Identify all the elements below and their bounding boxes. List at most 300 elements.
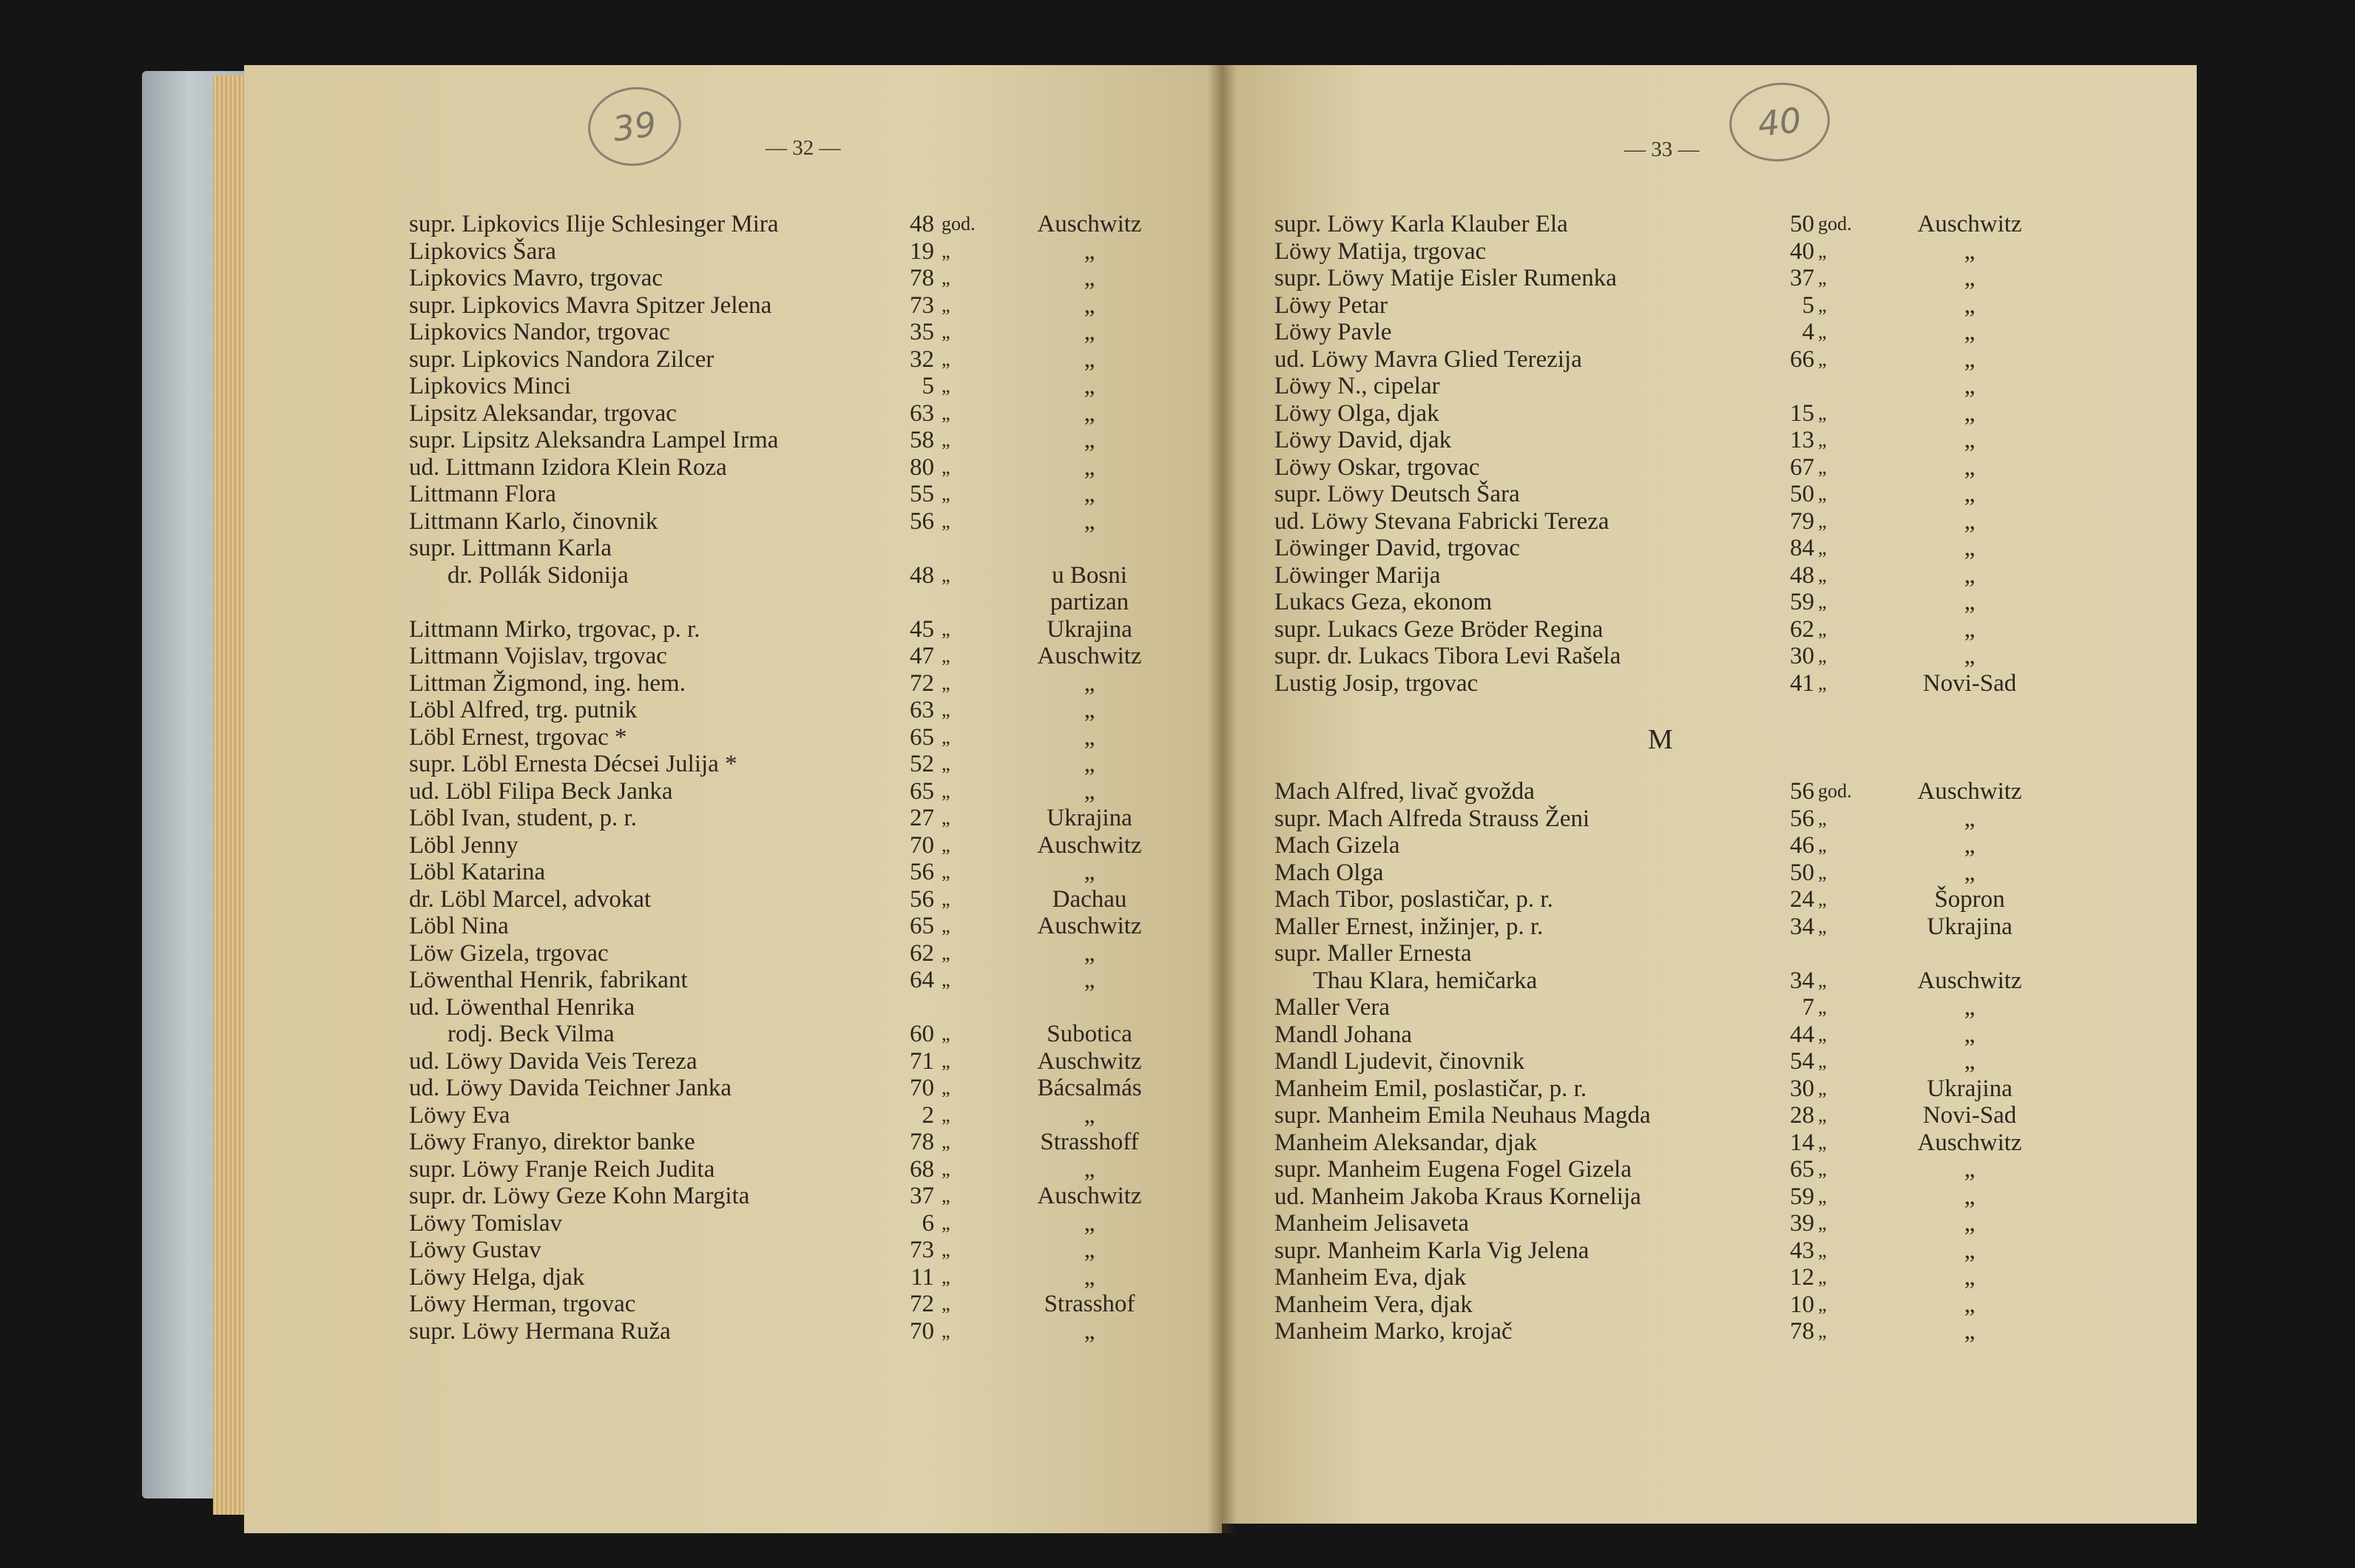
- entry-name: Löw Gizela, trgovac: [409, 939, 609, 967]
- entry-name: ud. Manheim Jakoba Kraus Kornelija: [1274, 1183, 1641, 1210]
- entry-place: „: [1084, 453, 1095, 481]
- entry-name: supr. Lipsitz Aleksandra Lampel Irma: [409, 427, 779, 453]
- entry-age: 73: [910, 1237, 934, 1263]
- entry-name: Löwy Franyo, direktor banke: [409, 1129, 695, 1155]
- entry-place: „: [1964, 453, 1976, 481]
- entry-mark: „: [1818, 1185, 1827, 1207]
- list-item: [409, 913, 1163, 940]
- entry-mark: „: [942, 915, 950, 936]
- list-item: [409, 454, 1163, 481]
- entry-mark: „: [942, 429, 950, 450]
- entry-age: 48: [910, 211, 934, 237]
- right-page-annotation: 40: [1726, 78, 1834, 166]
- left-page-annotation: 39: [583, 81, 686, 172]
- list-item: [409, 1291, 1163, 1318]
- entry-place: Auschwitz: [1037, 643, 1142, 669]
- entry-place: Auschwitz: [1037, 1183, 1142, 1209]
- list-item: [409, 670, 1163, 697]
- entry-age: 62: [1790, 615, 1814, 643]
- entry-age: 37: [910, 1183, 934, 1209]
- entry-mark: „: [1818, 1212, 1827, 1234]
- entry-name: Lipkovics Minci: [409, 373, 572, 399]
- entry-name: Manheim Vera, djak: [1274, 1291, 1473, 1318]
- entry-mark: „: [1818, 429, 1827, 450]
- left-page-number: — 32 —: [766, 136, 841, 160]
- entry-age: 6: [922, 1209, 934, 1237]
- list-item: [409, 859, 1163, 886]
- entry-mark: „: [1818, 267, 1827, 288]
- entry-mark: „: [942, 375, 950, 396]
- entry-name: ud. Löwenthal Henrika: [409, 993, 635, 1021]
- list-item: [409, 1129, 1163, 1156]
- list-item: [409, 967, 1163, 994]
- entry-mark: „: [942, 1050, 950, 1072]
- entry-name: Manheim Eva, djak: [1274, 1264, 1467, 1291]
- entry-name: rodj. Beck Vilma: [447, 1021, 615, 1047]
- entry-mark: „: [942, 1023, 950, 1044]
- entry-name: Mach Olga: [1274, 859, 1384, 886]
- section-letter: M: [1648, 724, 1673, 755]
- entry-name: ud. Löwy Stevana Fabricki Tereza: [1274, 507, 1609, 535]
- entry-name: supr. Löwy Deutsch Šara: [1274, 481, 1520, 507]
- entry-place: Auschwitz: [1917, 967, 2022, 994]
- entry-age: 78: [910, 1129, 934, 1155]
- entry-name: dr. Pollák Sidonija: [447, 561, 629, 589]
- entry-mark: „: [1818, 969, 1827, 991]
- entry-name: Manheim Marko, krojač: [1274, 1318, 1513, 1345]
- entry-mark: „: [942, 672, 950, 694]
- entry-place: u Bosni: [1052, 561, 1127, 589]
- entry-place: „: [1084, 939, 1095, 967]
- entry-age: 43: [1790, 1237, 1814, 1264]
- entry-place: Ukrajina: [1047, 805, 1132, 831]
- entry-mark: „: [942, 699, 950, 720]
- list-item: [409, 805, 1163, 832]
- entry-age: 73: [910, 291, 934, 319]
- entry-mark: „: [1818, 537, 1827, 558]
- entry-mark: „: [1818, 321, 1827, 342]
- entry-age: 40: [1790, 237, 1814, 265]
- entry-mark: „: [942, 564, 950, 586]
- entry-place: „: [1084, 427, 1095, 453]
- entry-place: „: [1964, 345, 1976, 373]
- entry-age: 78: [910, 265, 934, 291]
- entry-age: 37: [1790, 265, 1814, 291]
- entry-place: Auschwitz: [1917, 211, 2022, 237]
- entry-name: Manheim Emil, poslastičar, p. r.: [1274, 1075, 1587, 1102]
- list-item: [409, 751, 1163, 778]
- entry-age: 30: [1790, 643, 1814, 669]
- entry-place: Strasshof: [1044, 1291, 1135, 1317]
- entry-age: 47: [910, 643, 934, 669]
- entry-age: 45: [910, 615, 934, 643]
- entry-name: supr. Löwy Matije Eisler Rumenka: [1274, 265, 1617, 291]
- entry-mark: „: [1818, 807, 1827, 829]
- list-item: [409, 994, 1163, 1021]
- list-item: [409, 535, 1163, 562]
- entry-place: „: [1084, 1237, 1095, 1263]
- entry-name: Mandl Ljudevit, činovnik: [1274, 1048, 1525, 1075]
- entry-place: „: [1084, 1101, 1095, 1129]
- list-item: [409, 1183, 1163, 1210]
- entry-age: 62: [910, 939, 934, 967]
- entry-name: Löbl Nina: [409, 913, 509, 939]
- entry-age: 66: [1790, 345, 1814, 373]
- entry-place: „: [1084, 399, 1095, 427]
- entry-place: „: [1964, 1156, 1976, 1183]
- entry-age: 56: [1790, 778, 1814, 805]
- entry-mark: „: [1818, 672, 1827, 694]
- entry-mark: „: [1818, 1104, 1827, 1126]
- entry-age: 59: [1790, 1183, 1814, 1210]
- entry-place: Auschwitz: [1037, 913, 1142, 939]
- list-item: [409, 265, 1163, 292]
- entry-name: ud. Löwy Davida Teichner Janka: [409, 1075, 732, 1101]
- entry-name: ud. Löwy Mavra Glied Terezija: [1274, 345, 1582, 373]
- entry-name: supr. Manheim Eugena Fogel Gizela: [1274, 1156, 1632, 1183]
- entry-age: 84: [1790, 535, 1814, 561]
- list-item: [409, 1210, 1163, 1237]
- entry-name: Littman Žigmond, ing. hem.: [409, 669, 686, 697]
- entry-age: 70: [910, 1317, 934, 1345]
- entry-name: Mach Gizela: [1274, 832, 1400, 859]
- list-item: [409, 643, 1163, 670]
- entry-age: 39: [1790, 1210, 1814, 1237]
- left-page-entries: [409, 211, 1163, 1345]
- list-item: [409, 481, 1163, 508]
- entry-age: 12: [1790, 1264, 1814, 1291]
- entry-place: „: [1964, 643, 1976, 669]
- entry-mark: „: [1818, 510, 1827, 532]
- list-item: [409, 832, 1163, 859]
- list-item: [409, 238, 1163, 266]
- entry-place: „: [1964, 535, 1976, 561]
- entry-age: 15: [1790, 399, 1814, 427]
- entry-place: „: [1084, 373, 1095, 399]
- entry-mark: „: [1818, 591, 1827, 612]
- entry-name: Lipkovics Mavro, trgovac: [409, 265, 663, 291]
- entry-place: Ukrajina: [1047, 615, 1132, 643]
- list-item: [409, 292, 1163, 320]
- entry-mark: „: [1818, 1158, 1827, 1180]
- entry-place: „: [1084, 265, 1095, 291]
- entry-mark: „: [1818, 1293, 1827, 1315]
- entry-place: „: [1084, 1317, 1095, 1345]
- entry-mark: „: [1818, 888, 1827, 910]
- entry-place: „: [1084, 859, 1095, 885]
- entry-name: supr. Mach Alfreda Strauss Ženi: [1274, 805, 1590, 832]
- entry-name: supr. dr. Lukacs Tibora Levi Rašela: [1274, 643, 1621, 669]
- list-item: [409, 400, 1163, 428]
- entry-mark: „: [942, 1104, 950, 1126]
- entry-place: „: [1964, 805, 1976, 832]
- entry-mark: „: [1818, 240, 1827, 262]
- entry-mark: „: [942, 1319, 950, 1342]
- entry-name: Löwinger David, trgovac: [1274, 535, 1521, 561]
- entry-mark: „: [942, 753, 950, 774]
- entry-age: 65: [910, 777, 934, 805]
- entry-name: Maller Vera: [1274, 994, 1391, 1021]
- entry-name: Löbl Ivan, student, p. r.: [409, 805, 637, 831]
- entry-name: supr. Lipkovics Mavra Spitzer Jelena: [409, 291, 772, 319]
- entry-mark: „: [1818, 1239, 1827, 1261]
- entry-place: „: [1084, 697, 1095, 723]
- list-item: [409, 1237, 1163, 1264]
- entry-place: „: [1964, 427, 1976, 453]
- entry-place: „: [1084, 751, 1095, 777]
- entry-place: „: [1964, 832, 1976, 859]
- list-item: [409, 940, 1163, 967]
- entry-mark: „: [942, 1212, 950, 1234]
- entry-name: supr. Löwy Karla Klauber Ela: [1274, 211, 1568, 237]
- entry-name: Mandl Johana: [1274, 1021, 1413, 1048]
- entry-age: 2: [922, 1101, 934, 1129]
- entry-mark: „: [942, 780, 950, 802]
- entry-place: Dachau: [1052, 885, 1127, 913]
- entry-mark: „: [942, 645, 950, 666]
- entry-mark: „: [942, 267, 950, 288]
- list-item: [409, 589, 1163, 616]
- entry-place: „: [1964, 859, 1976, 886]
- entry-name: Lustig Josip, trgovac: [1274, 669, 1479, 697]
- entry-mark: „: [1818, 402, 1827, 424]
- entry-mark: „: [942, 942, 950, 964]
- entry-place: „: [1084, 507, 1095, 535]
- entry-name: Löwy Oskar, trgovac: [1274, 453, 1480, 481]
- entry-age: 63: [910, 697, 934, 723]
- entry-mark: „: [1818, 861, 1827, 883]
- entry-mark: „: [1818, 1131, 1827, 1153]
- entry-mark: „: [1818, 1077, 1827, 1099]
- entry-name: supr. Littmann Karla: [409, 535, 612, 561]
- entry-age: 48: [1790, 561, 1814, 589]
- entry-mark: „: [942, 1158, 950, 1180]
- entry-place: „: [1964, 265, 1976, 291]
- entry-age: 5: [1802, 291, 1814, 319]
- entry-mark: „: [942, 1239, 950, 1260]
- entry-mark: „: [942, 834, 950, 856]
- entry-age: 50: [1790, 481, 1814, 507]
- entry-place: „: [1964, 291, 1976, 319]
- entry-age: 68: [910, 1155, 934, 1183]
- entry-place: Auschwitz: [1917, 778, 2022, 805]
- entry-age: 10: [1790, 1291, 1814, 1318]
- entry-mark: god.: [942, 213, 976, 234]
- entry-place: „: [1084, 1155, 1095, 1183]
- entry-mark: „: [942, 969, 950, 990]
- entry-age: 63: [910, 399, 934, 427]
- entry-place: „: [1964, 1291, 1976, 1318]
- entry-place: „: [1084, 777, 1095, 805]
- entry-mark: „: [1818, 1050, 1827, 1072]
- list-item: [409, 886, 1163, 913]
- entry-age: 13: [1790, 427, 1814, 453]
- entry-mark: „: [1818, 564, 1827, 586]
- entry-place: „: [1084, 723, 1095, 751]
- entry-place: „: [1964, 1237, 1976, 1264]
- entry-mark: „: [942, 618, 950, 640]
- entry-mark: „: [942, 348, 950, 370]
- entry-age: 14: [1790, 1129, 1814, 1156]
- entry-name: Lipsitz Aleksandar, trgovac: [409, 399, 677, 427]
- entry-place: „: [1084, 669, 1095, 697]
- entry-name: Löwy Olga, djak: [1274, 399, 1439, 427]
- entry-age: 56: [910, 507, 934, 535]
- entry-name: supr. Löwy Hermana Ruža: [409, 1317, 671, 1345]
- entry-mark: „: [1818, 348, 1827, 370]
- list-item: [409, 616, 1163, 643]
- entry-age: 56: [1790, 805, 1814, 832]
- entry-place: „: [1964, 237, 1976, 265]
- entry-name: ud. Littmann Izidora Klein Roza: [409, 453, 727, 481]
- entry-name: Löwy Petar: [1274, 291, 1388, 319]
- entry-name: Littmann Mirko, trgovac, p. r.: [409, 615, 700, 643]
- entry-place: „: [1084, 967, 1095, 993]
- list-item: [409, 724, 1163, 751]
- entry-mark: „: [942, 402, 950, 424]
- entry-name: Löwy Eva: [409, 1101, 510, 1129]
- entry-place: „: [1964, 589, 1976, 615]
- entry-age: 41: [1790, 669, 1814, 697]
- entry-name: Lipkovics Nandor, trgovac: [409, 319, 670, 345]
- entry-place: „: [1964, 615, 1976, 643]
- entry-mark: „: [942, 1131, 950, 1152]
- entry-mark: „: [942, 456, 950, 478]
- entry-mark: „: [1818, 294, 1827, 316]
- entry-place: Auschwitz: [1037, 211, 1142, 237]
- entry-age: 71: [910, 1047, 934, 1075]
- entry-name: Manheim Aleksandar, djak: [1274, 1129, 1538, 1156]
- list-item: [409, 373, 1163, 400]
- entry-place: „: [1084, 1209, 1095, 1237]
- entry-age: 35: [910, 319, 934, 345]
- entry-mark: „: [942, 726, 950, 748]
- entry-place: „: [1084, 1263, 1095, 1291]
- entry-age: 70: [910, 1075, 934, 1101]
- entry-age: 65: [910, 723, 934, 751]
- entry-place: „: [1964, 1021, 1976, 1048]
- entry-mark: „: [1818, 483, 1827, 504]
- entry-age: 72: [910, 669, 934, 697]
- entry-name: Löwy N., cipelar: [1274, 373, 1440, 399]
- entry-age: 28: [1790, 1102, 1814, 1129]
- entry-age: 46: [1790, 832, 1814, 859]
- entry-age: 67: [1790, 453, 1814, 481]
- entry-age: 27: [910, 805, 934, 831]
- entry-name: supr. Lukacs Geze Bröder Regina: [1274, 615, 1604, 643]
- entry-age: 80: [910, 453, 934, 481]
- entry-mark: „: [942, 1265, 950, 1288]
- entry-mark: „: [1818, 1320, 1827, 1342]
- entry-name: Löwy Matija, trgovac: [1274, 237, 1487, 265]
- entry-age: 58: [910, 427, 934, 453]
- entry-place: „: [1964, 1318, 1976, 1345]
- entry-place: Strasshoff: [1040, 1129, 1139, 1155]
- entry-age: 70: [910, 831, 934, 859]
- entry-name: Löwy Tomislav: [409, 1209, 562, 1237]
- entry-name: Löwenthal Henrik, fabrikant: [409, 967, 688, 993]
- entry-age: 60: [910, 1021, 934, 1047]
- entry-name: supr. dr. Löwy Geze Kohn Margita: [409, 1183, 750, 1209]
- entry-name: Lukacs Geza, ekonom: [1274, 589, 1493, 615]
- entry-place: Ukrajina: [1927, 1075, 2013, 1102]
- entry-name: supr. Lipkovics Nandora Zilcer: [409, 345, 714, 373]
- entry-age: 56: [910, 859, 934, 885]
- entry-mark: „: [1818, 996, 1827, 1018]
- entry-age: 54: [1790, 1048, 1814, 1075]
- entry-name: Littmann Flora: [409, 481, 556, 507]
- entry-place: „: [1084, 291, 1095, 319]
- entry-mark: „: [942, 321, 950, 342]
- entry-age: 44: [1790, 1021, 1814, 1048]
- entry-name: Löwy David, djak: [1274, 427, 1452, 453]
- entry-name: Maller Ernest, inžinjer, p. r.: [1274, 913, 1544, 940]
- entry-mark: „: [1818, 1023, 1827, 1045]
- entry-age: 56: [910, 885, 934, 913]
- entry-name: Löwinger Marija: [1274, 561, 1441, 589]
- entry-mark: „: [942, 807, 950, 828]
- entry-age: 7: [1802, 994, 1814, 1021]
- entry-name: dr. Löbl Marcel, advokat: [409, 885, 652, 913]
- entry-mark: „: [942, 240, 950, 262]
- entry-name: supr. Maller Ernesta: [1274, 940, 1472, 967]
- list-item: [409, 697, 1163, 724]
- entry-place: „: [1964, 1264, 1976, 1291]
- entry-place: Novi-Sad: [1922, 669, 2017, 697]
- entry-age: 32: [910, 345, 934, 373]
- list-item: [409, 1075, 1163, 1102]
- entry-name: ud. Löbl Filipa Beck Janka: [409, 777, 673, 805]
- entry-mark: „: [942, 510, 950, 532]
- entry-age: 19: [910, 237, 934, 265]
- entry-place: Auschwitz: [1037, 1047, 1142, 1075]
- entry-name: Manheim Jelisaveta: [1274, 1210, 1470, 1237]
- entry-name: Thau Klara, hemičarka: [1313, 967, 1538, 994]
- entry-age: 64: [910, 967, 934, 993]
- entry-name: supr. Lipkovics Ilije Schlesinger Mira: [409, 211, 779, 237]
- entry-name: Mach Tibor, poslastičar, p. r.: [1274, 886, 1553, 913]
- entry-place: „: [1964, 507, 1976, 535]
- entry-age: 11: [910, 1263, 934, 1291]
- entry-age: 50: [1790, 859, 1814, 886]
- entry-name: Löbl Jenny: [409, 831, 518, 859]
- list-item: [409, 1318, 1163, 1345]
- entry-place: Novi-Sad: [1922, 1102, 2017, 1129]
- right-page-number: — 33 —: [1624, 138, 1700, 161]
- entry-mark: „: [942, 294, 950, 316]
- list-item: [409, 1264, 1163, 1291]
- entry-place: Bácsalmás: [1037, 1075, 1142, 1101]
- list-item: [409, 211, 1163, 238]
- entry-place: „: [1964, 994, 1976, 1021]
- entry-mark: „: [942, 1077, 950, 1098]
- entry-place: Ukrajina: [1927, 913, 2013, 940]
- entry-name: ud. Löwy Davida Veis Tereza: [409, 1047, 697, 1075]
- entry-age: 59: [1790, 589, 1814, 615]
- entry-age: 5: [922, 373, 934, 399]
- entry-age: 52: [910, 751, 934, 777]
- entry-age: 34: [1790, 913, 1814, 940]
- list-item: [409, 1048, 1163, 1075]
- list-item: [409, 346, 1163, 374]
- entry-mark: „: [942, 483, 950, 504]
- entry-place: „: [1964, 373, 1976, 399]
- entry-name: Löbl Ernest, trgovac *: [409, 723, 627, 751]
- entry-age: 79: [1790, 507, 1814, 535]
- entry-age: 48: [910, 561, 934, 589]
- entry-mark: „: [942, 1293, 950, 1314]
- entry-mark: „: [942, 888, 950, 910]
